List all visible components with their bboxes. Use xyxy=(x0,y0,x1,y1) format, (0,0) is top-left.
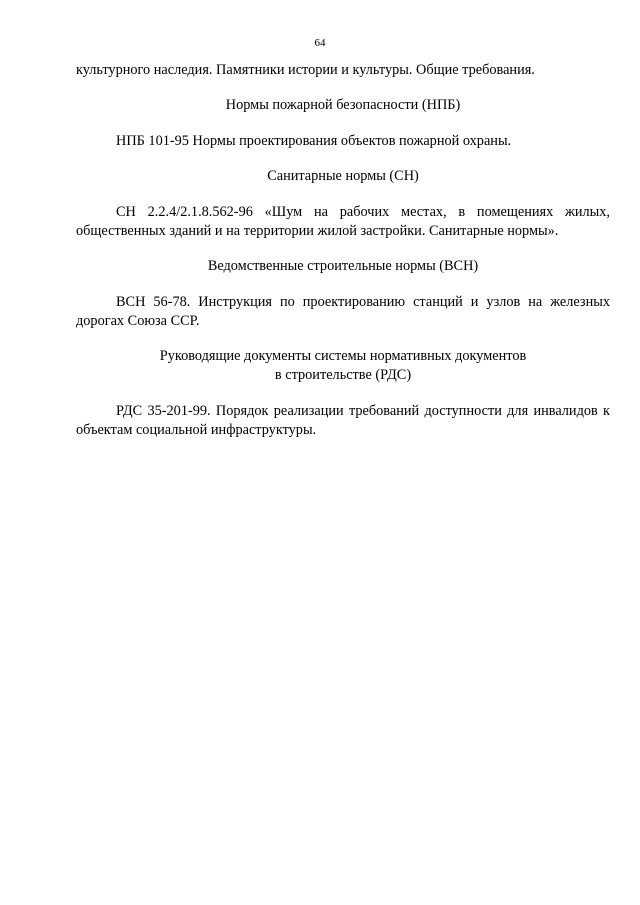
page-number: 64 xyxy=(314,37,326,49)
section-heading-rds xyxy=(76,347,610,385)
section-heading-sn: Санитарные нормы (СН) xyxy=(267,168,419,184)
section-heading-npb: Нормы пожарной безопасности (НПБ) xyxy=(225,97,461,113)
entry-npb-101-95: НПБ 101-95 Нормы проектирования объектов пожарной охраны. xyxy=(116,133,512,149)
section-heading-rds-line2: в строительстве (РДС) xyxy=(274,367,412,383)
entry-sn-2-2-4: СН 2.2.4/2.1.8.562-96 «Шум на рабочих местах, в помещениях жилых, общественных зданий и на территории жилой застройки. Санитарные нормы». xyxy=(76,204,610,239)
document-body xyxy=(76,61,610,440)
entry-vsn-56-78: ВСН 56-78. Инструкция по проектированию станций и узлов на железных дорогах Союза ССР. xyxy=(76,294,610,329)
section-heading-rds-line1: Руководящие документы системы нормативных документов xyxy=(159,348,527,364)
intro-line: культурного наследия. Памятники истории и культуры. Общие требования. xyxy=(76,62,535,78)
section-heading-vsn: Ведомственные строительные нормы (ВСН) xyxy=(207,258,479,274)
entry-rds-35-201-99: РДС 35-201-99. Порядок реализации требований доступности для инвалидов к объектам социальной инфраструктуры. xyxy=(76,403,610,438)
